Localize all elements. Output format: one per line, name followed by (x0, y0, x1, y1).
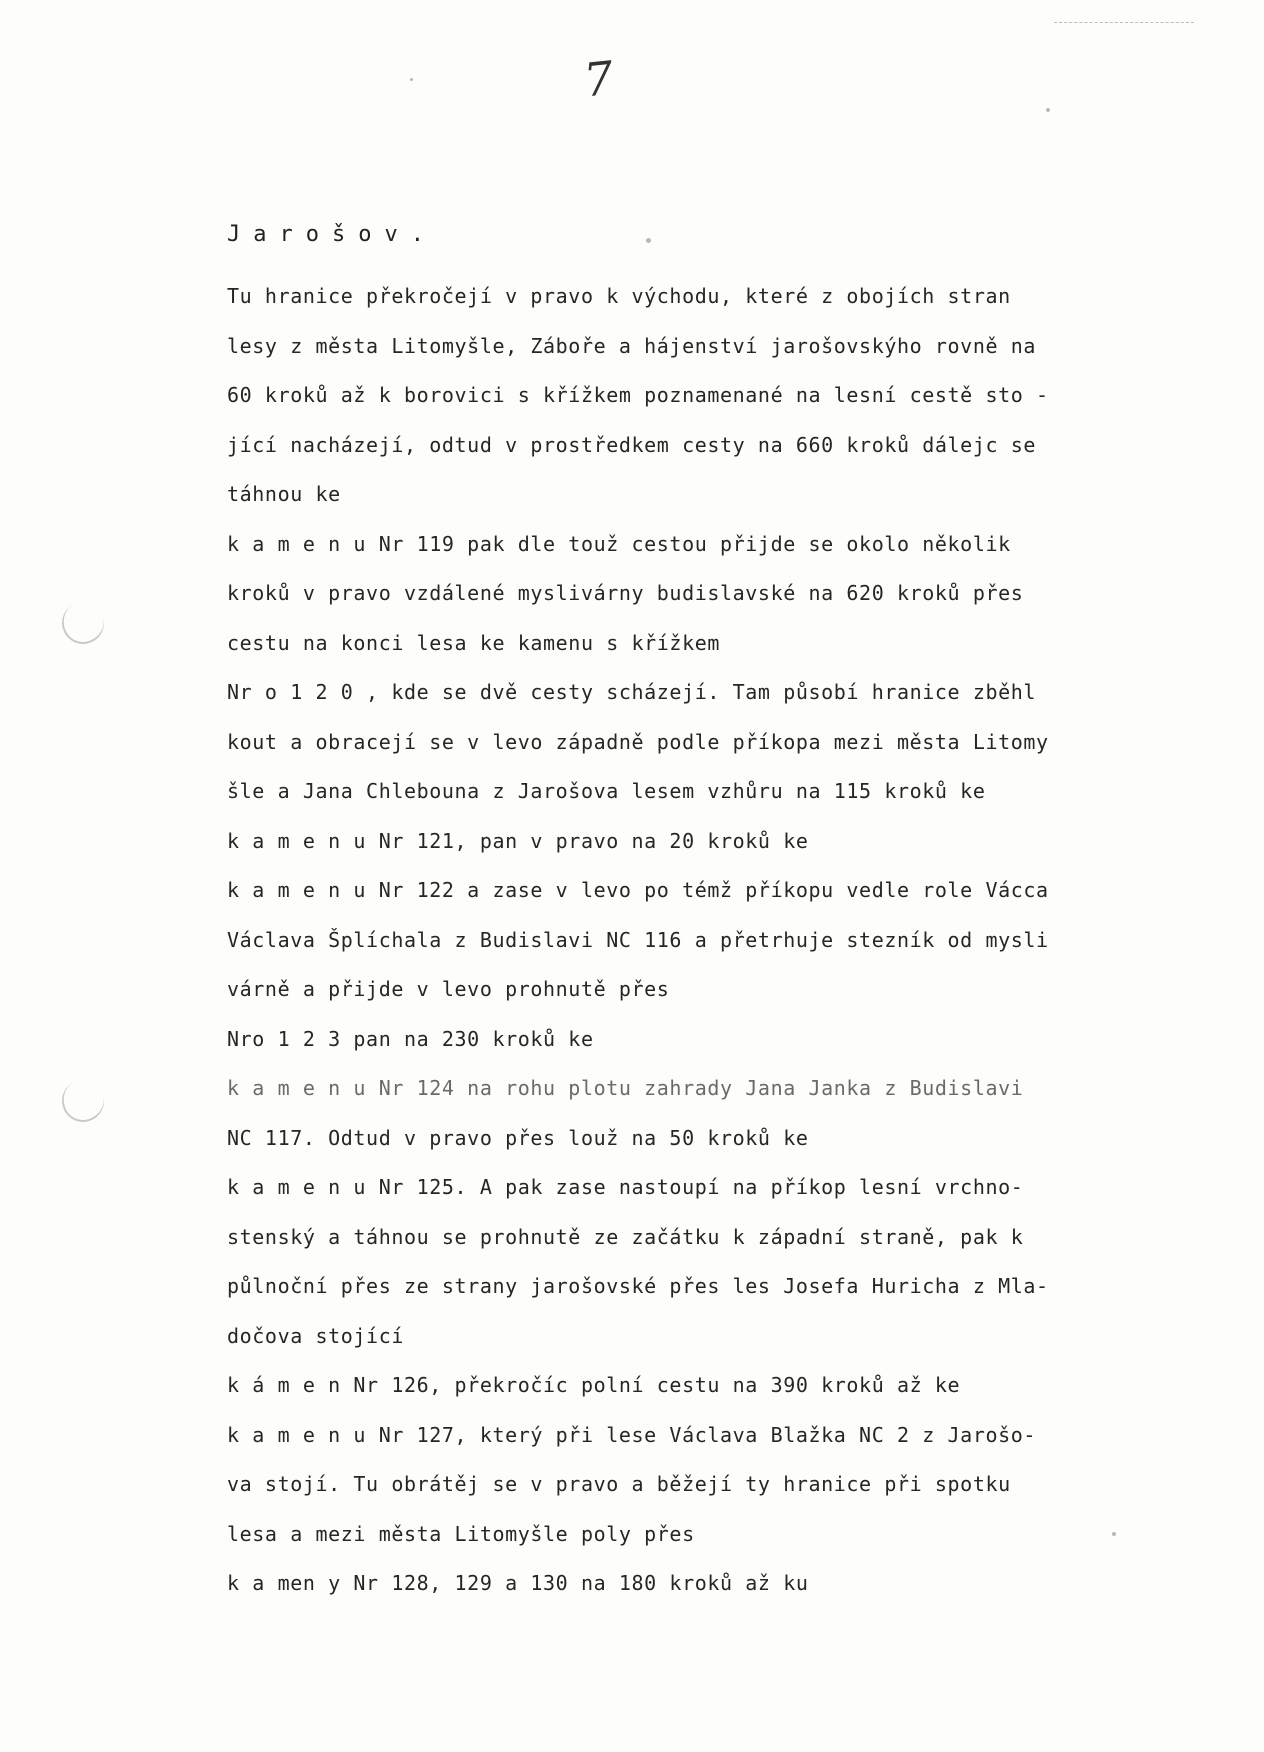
paper-speck (1046, 108, 1050, 112)
text-line: k a m e n u Nr 121, pan v pravo na 20 kroků ke (227, 828, 809, 853)
text-line: Nro 1 2 3 pan na 230 kroků ke (227, 1026, 594, 1051)
punch-hole-mark (56, 1074, 110, 1128)
paper-speck (410, 78, 413, 81)
text-line: kroků v pravo vzdálené myslivárny budislavské na 620 kroků přes (227, 581, 1024, 605)
text-line: stenský a táhnou se prohnutě ze začátku k západní straně, pak k (227, 1224, 1024, 1249)
punch-hole-mark (56, 596, 110, 650)
text-line: Tu hranice překročejí v pravo k východu, které z obojích stran (227, 284, 1011, 308)
text-line: k á m e n Nr 126, překročíc polní cestu na 390 kroků až ke (227, 1373, 961, 1397)
paper-speck (1112, 1532, 1116, 1536)
text-line: k a m e n u Nr 124 na rohu plotu zahrady Jana Janka z Budislavi (227, 1076, 1024, 1100)
text-line: NC 117. Odtud v pravo přes louž na 50 kroků ke (227, 1125, 809, 1150)
text-line: kout a obracejí se v levo západně podle příkopa mezi města Litomy (227, 729, 1049, 754)
text-line: Václava Šplíchala z Budislavi NC 116 a přetrhuje stezník od mysli (227, 927, 1049, 952)
text-line: půlnoční přes ze strany jarošovské přes les Josefa Huricha z Mla- (227, 1274, 1049, 1298)
text-line: k a m e n u Nr 119 pak dle touž cestou přijde se okolo několik (227, 531, 1011, 556)
handwritten-page-number: 7 (581, 50, 617, 108)
text-line: k a m e n u Nr 122 a zase v levo po témž příkopu vedle role Vácca (227, 878, 1049, 902)
typed-body-text (227, 272, 1207, 1609)
edge-scan-mark (1054, 12, 1194, 23)
text-line: cestu na konci lesa ke kamenu s křížkem (227, 630, 720, 655)
document-heading: Jarošov. (227, 222, 437, 247)
text-line: šle a Jana Chlebouna z Jarošova lesem vzhůru na 115 kroků ke (227, 779, 986, 803)
text-line: lesy z města Litomyšle, Záboře a hájenství jarošovskýho rovně na (227, 333, 1037, 358)
text-line: táhnou ke (227, 482, 341, 506)
text-line: Nr o 1 2 0 , kde se dvě cesty scházejí. Tam působí hranice zběhl (227, 680, 1037, 704)
text-line: 60 kroků až k borovici s křížkem poznamenané na lesní cestě sto - (227, 383, 1049, 407)
text-line: dočova stojící (227, 1323, 404, 1348)
text-line: va stojí. Tu obrátěj se v pravo a běžejí ty hranice při spotku (227, 1472, 1011, 1496)
text-line: várně a přijde v levo prohnutě přes (227, 977, 670, 1001)
paper-speck (646, 238, 651, 243)
text-line: lesa a mezi města Litomyšle poly přes (227, 1521, 695, 1546)
text-line: k a men y Nr 128, 129 a 130 na 180 kroků až ku (227, 1571, 809, 1595)
text-line: k a m e n u Nr 127, který při lese Václava Blažka NC 2 z Jarošo- (227, 1422, 1037, 1447)
text-line: jící nacházejí, odtud v prostředkem cesty na 660 kroků dálejc se (227, 432, 1037, 457)
text-line: k a m e n u Nr 125. A pak zase nastoupí na příkop lesní vrchno- (227, 1175, 1024, 1199)
